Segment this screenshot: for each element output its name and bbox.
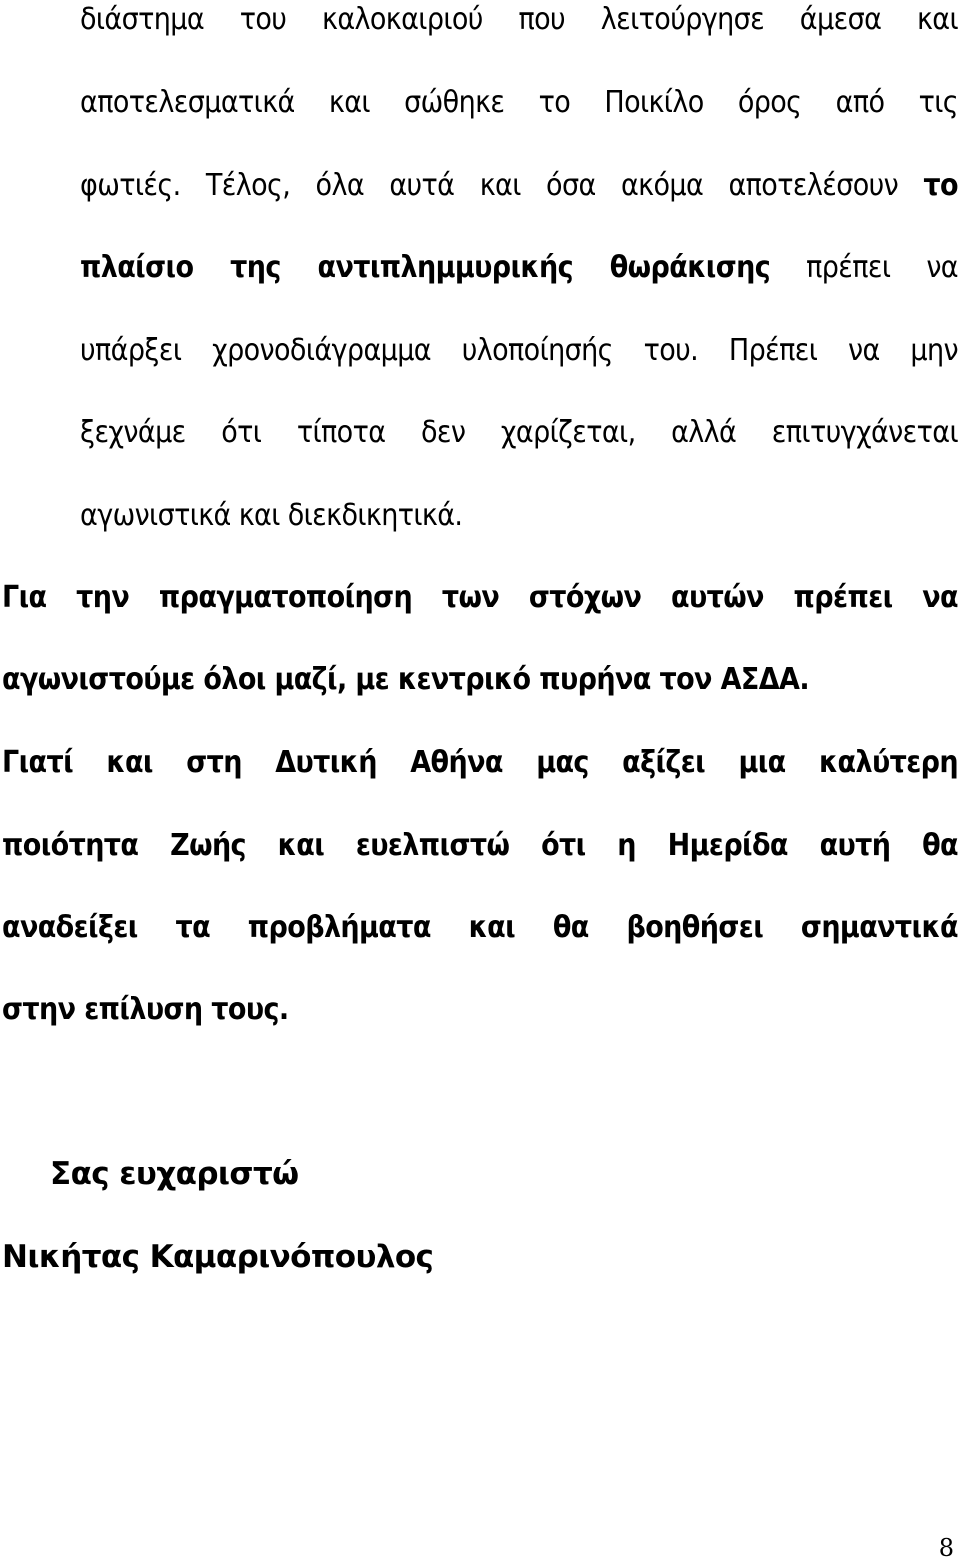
paragraph-1-line-6: ξεχνάμε ότι τίποτα δεν χαρίζεται, αλλά επιτυγχάνεται bbox=[80, 415, 958, 450]
paragraph-1-line-4 bbox=[80, 248, 958, 288]
paragraph-2-line-4: ποιότητα Ζωής και ευελπιστώ ότι η Ημερίδα αυτή θα bbox=[2, 828, 958, 863]
paragraph-1-line-5: υπάρξει χρονοδιάγραμμα υλοποίησής του. Πρέπει να μην bbox=[80, 333, 958, 368]
paragraph-2-line-1: Για την πραγματοποίηση των στόχων αυτών πρέπει να bbox=[2, 580, 958, 615]
closing-signature: Νικήτας Καμαρινόπουλος bbox=[2, 1239, 434, 1275]
paragraph-1-line-4-bold: πλαίσιο της αντιπλημμυρικής θωράκισης bbox=[80, 250, 771, 285]
paragraph-2-line-5: αναδείξει τα προβλήματα και θα βοηθήσει σημαντικά bbox=[2, 910, 958, 945]
closing-thanks: Σας ευχαριστώ bbox=[50, 1156, 299, 1192]
paragraph-2-line-2: αγωνιστούμε όλοι μαζί, με κεντρικό πυρήνα τον ΑΣΔΑ. bbox=[2, 662, 809, 697]
paragraph-2-line-3: Γιατί και στη Δυτική Αθήνα μας αξίζει μια καλύτερη bbox=[2, 745, 958, 780]
paragraph-1-line-1: διάστημα του καλοκαιριού που λειτούργησε άμεσα και bbox=[80, 2, 958, 37]
page-number: 8 bbox=[938, 1534, 954, 1562]
paragraph-2-line-6: στην επίλυση τους. bbox=[2, 992, 289, 1027]
paragraph-1-line-2: αποτελεσματικά και σώθηκε το Ποικίλο όρος από τις bbox=[80, 85, 958, 120]
paragraph-1-line-3 bbox=[80, 166, 958, 206]
paragraph-1-line-3-bold: το bbox=[923, 168, 958, 203]
paragraph-1-line-4-text: πρέπει να bbox=[770, 250, 958, 285]
paragraph-1-line-7: αγωνιστικά και διεκδικητικά. bbox=[80, 498, 463, 533]
paragraph-1-line-3-text: φωτιές. Τέλος, όλα αυτά και όσα ακόμα αποτελέσουν bbox=[80, 168, 924, 203]
